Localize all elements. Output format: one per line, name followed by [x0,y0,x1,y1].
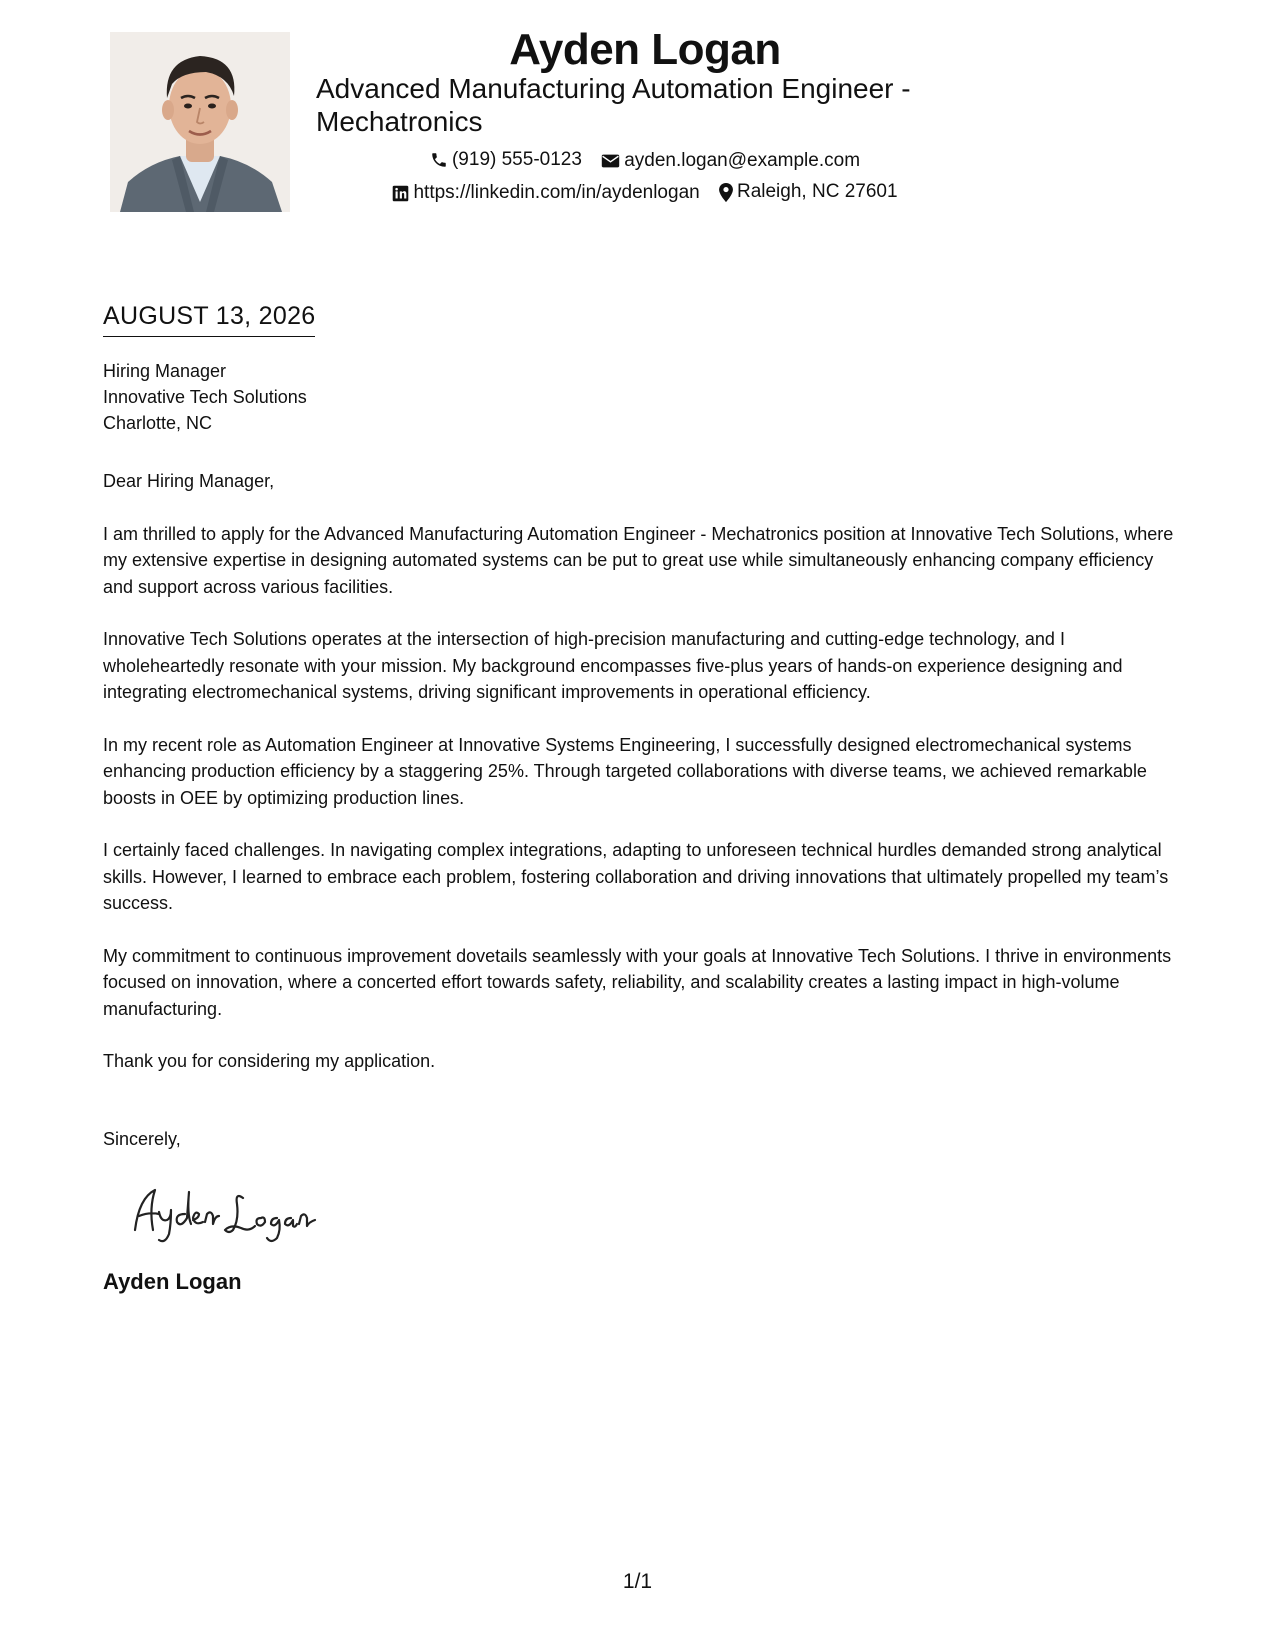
paragraph-4: I certainly faced challenges. In navigating complex integrations, adapting to unforeseen technical hurdles demanded strong analytical skills. However, I learned to embrace each problem, fostering collaboration and driving innovations that ultimately propelled my team’s success. [103,840,1169,913]
closing-line: Sincerely, [103,1129,181,1149]
recipient-address [103,358,307,436]
contact-linkedin[interactable] [392,181,699,205]
recipient-name: Hiring Manager [103,361,227,381]
contact-email[interactable] [601,149,860,173]
salutation: Dear Hiring Manager, [103,471,275,491]
letter-date: AUGUST 13, 2026 [103,300,315,337]
paragraph-3: In my recent role as Automation Engineer at Innovative Systems Engineering, I successfully designed electromechanical systems enhancing production efficiency by a staggering 25%. Through targeted collaborations with diverse teams, we achieved remarkable boosts in OEE by optimizing production lines. [103,734,1147,808]
page-number: 1/1 [622,1570,653,1593]
linkedin-url: https://linkedin.com/in/aydenlogan [413,182,700,203]
letter-body [103,468,1183,1101]
paragraph-5: My commitment to continuous improvement dovetails seamlessly with your goals at Innovative Tech Solutions. I thrive in environments focused on innovation, where a concerted effort towards safety, reliability, and scalability creates a lasting impact in high-volume manufacturing. [103,945,1172,1019]
thanks-line: Thank you for considering my application. [103,1051,436,1071]
paragraph-2: Innovative Tech Solutions operates at the intersection of high-precision manufacturing and cutting-edge technology, and I wholeheartedly resonate with your mission. My background encompasses five-plus years of hands-on experience designing and integrating electromechanical systems, driving significant improvements in operational efficiency. [103,629,1123,702]
contact-row-secondary [300,180,990,209]
applicant-name: Ayden Logan [509,25,781,74]
phone-number: (919) 555-0123 [451,149,582,170]
recipient-company: Innovative Tech Solutions [103,387,307,407]
contact-phone[interactable] [430,148,582,172]
linkedin-icon [392,185,409,202]
handwritten-signature [125,1178,335,1253]
recipient-location: Charlotte, NC [103,413,213,433]
email-address: ayden.logan@example.com [624,150,861,171]
envelope-icon [601,153,620,169]
contact-location [719,180,898,204]
contact-row-primary [300,148,990,176]
phone-icon [430,151,448,169]
map-pin-icon [719,183,733,202]
profile-photo [110,32,290,212]
location-text: Raleigh, NC 27601 [736,181,898,202]
letter-date-block [103,300,315,337]
paragraph-1: I am thrilled to apply for the Advanced Manufacturing Automation Engineer - Mechatronics position at Innovative Tech Solutions, where my extensive expertise in designing automated systems can be put to great use while simultaneously enhancing company efficiency and support across various facilities. [103,523,1174,597]
job-title: Advanced Manufacturing Automation Engineer - Mechatronics [316,73,911,137]
signed-name: Ayden Logan [103,1269,242,1294]
